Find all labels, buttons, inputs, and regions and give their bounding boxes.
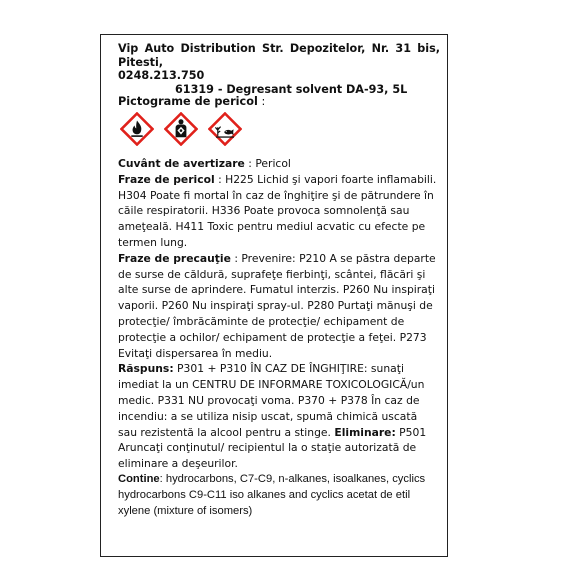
label-header: [118, 42, 440, 96]
precautionary-statements: [118, 251, 438, 362]
precautionary-label: Fraze de precauţie: [118, 251, 231, 265]
label-body: [118, 156, 438, 519]
signal-word-line: [118, 156, 438, 172]
signal-word-label: Cuvânt de avertizare: [118, 157, 245, 170]
environment-icon: [208, 112, 242, 146]
pictograms-colon: :: [257, 95, 266, 108]
hazard-statements-text: : H225 Lichid şi vapori foarte inflamabili. H304 Poate fi mortal în caz de înghiţire şi de pătrundere în căile respiratorii. H336 Poate provoca somnolenţă sau ameţeală. H411 Toxic pentru mediul acvatic cu efecte pe termen lung.: [118, 172, 437, 249]
flame-icon: [120, 112, 154, 146]
signal-word-value: : Pericol: [244, 157, 291, 170]
disposal-label: Eliminare:: [334, 425, 396, 439]
health-hazard-icon: [164, 112, 198, 146]
response-text: P301 + P310 ÎN CAZ DE ÎNGHIŢIRE: sunaţi imediat la un CENTRU DE INFORMARE TOXICOLOGICĂ/un medic. P331 NU provocaţi voma. P370 + P378 În caz de incendiu: a se utiliza nisip uscat, spumă chimică uscată sau rezistentă la alcool pentru a stinge.: [118, 362, 425, 439]
composition-label: Contine: [118, 472, 160, 485]
response-label: Răspuns:: [118, 362, 174, 376]
product-name: 61319 - Degresant solvent DA-93, 5L: [175, 82, 408, 96]
response-statements: [118, 361, 438, 472]
pictograms-label: Pictograme de pericol: [118, 95, 258, 108]
hazard-statements-label: Fraze de pericol: [118, 172, 215, 186]
pictograms-heading: [118, 95, 265, 108]
composition: [118, 472, 438, 519]
hazard-statements: [118, 172, 438, 251]
disposal-text: P501 Aruncaţi conţinutul/ recipientul la o staţie autorizată de eliminare a deşeurilor.: [118, 425, 427, 471]
supplier-address: Vip Auto Distribution Str. Depozitelor, Nr. 31 bis, Pitesti,: [118, 42, 440, 69]
composition-text: : hydrocarbons, C7-C9, n-alkanes, isoalkanes, cyclics hydrocarbons C9-C11 iso alkanes and cyclics acetat de etil xylene (mixture of isomers): [118, 472, 426, 517]
supplier-phone: 0248.213.750: [118, 69, 205, 82]
precautionary-text: : Prevenire: P210 A se păstra departe de surse de căldură, suprafeţe fierbinţi, scântei, flăcări şi alte surse de aprindere. Fumatul interzis. P260 Nu inspiraţi vaporii. P260 Nu inspiraţi spray-ul. P280 Purtaţi mănuşi de protecţie/ îmbrăcăminte de protecţie/ echipament de protecţie a ochilor/ echipament de protecţie a feţei. P273 Evitaţi dispersarea în mediu.: [118, 251, 436, 360]
